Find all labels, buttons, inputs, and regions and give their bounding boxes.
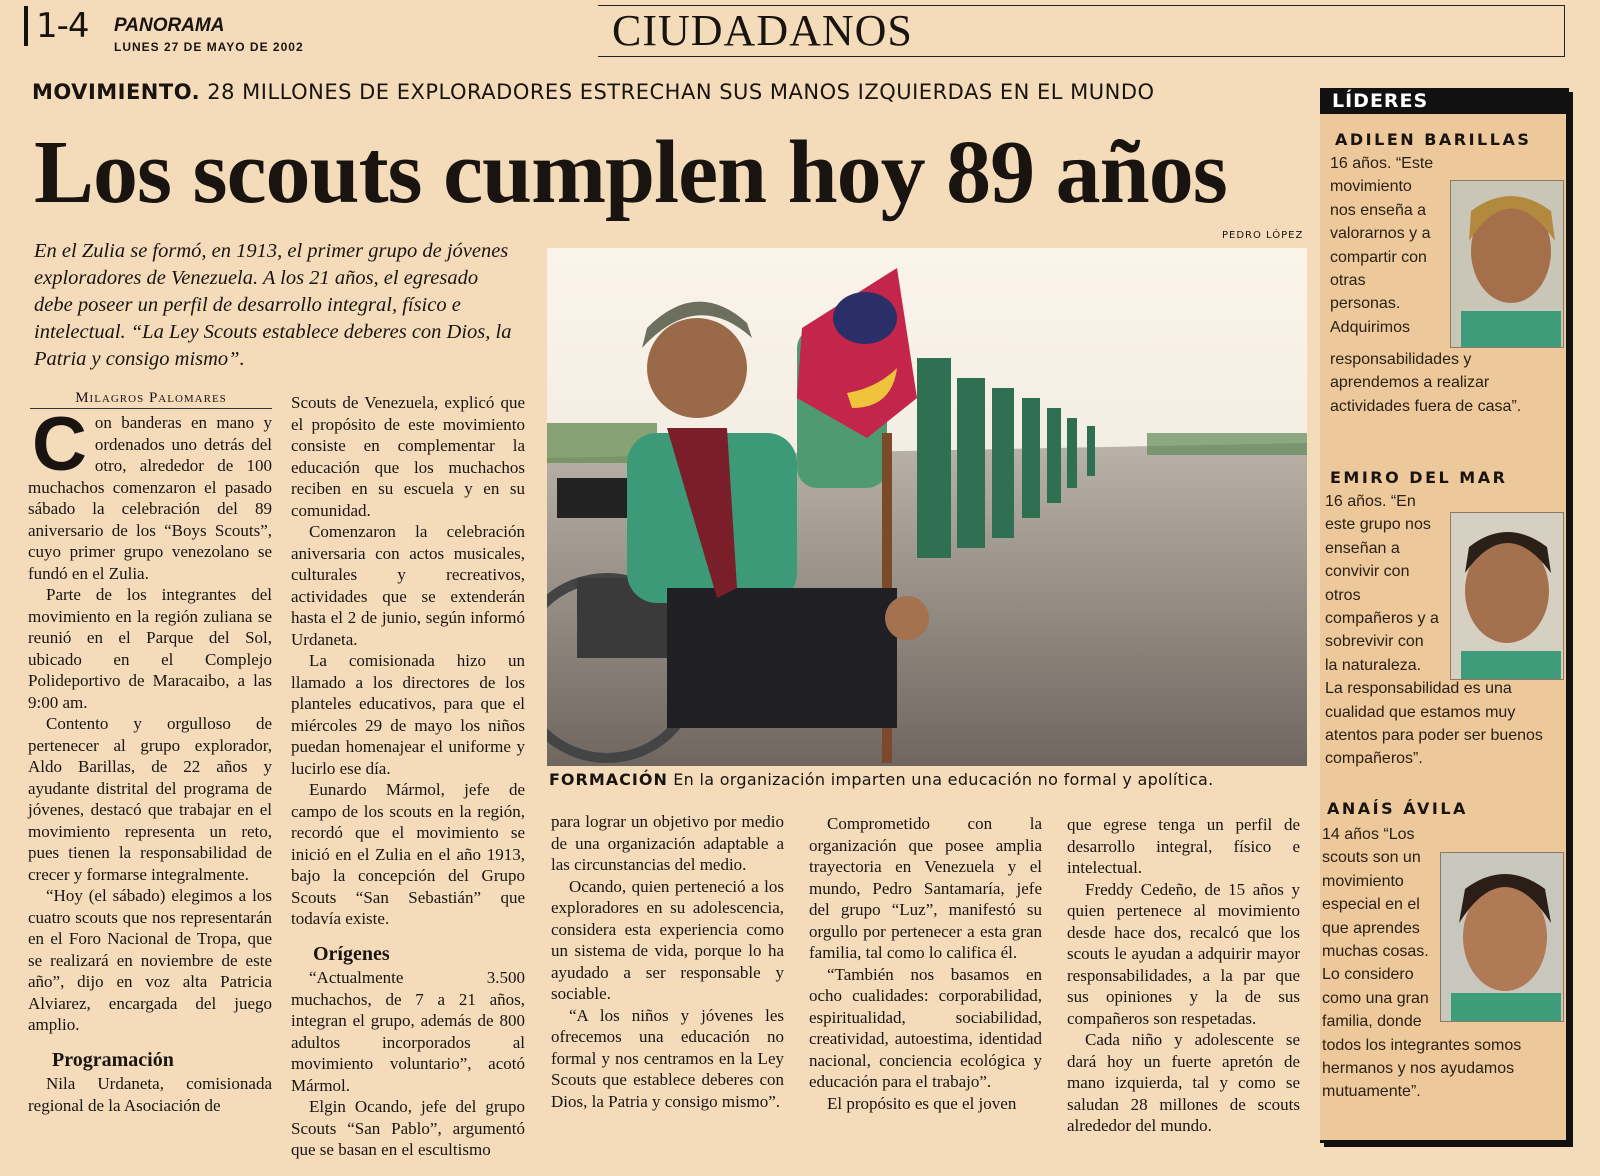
leader-quote: [1325, 490, 1560, 771]
main-photo: [547, 248, 1307, 766]
subhead-origenes: Orígenes: [313, 942, 390, 965]
paragraph: Comenzaron la celebración aniversaria con actos musicales, culturales y recreativos, actividades que se extenderán hasta el 2 de junio, según informó Urdaneta.: [291, 522, 525, 649]
headline: Los scouts cumplen hoy 89 años: [34, 123, 1227, 222]
article-column-1: [28, 402, 272, 1116]
kicker-label: MOVIMIENTO.: [32, 80, 201, 104]
article-column-5: [1067, 814, 1300, 1137]
drop-cap: C: [32, 402, 87, 487]
leader-name: ADILEN BARILLAS: [1335, 130, 1532, 149]
paragraph: “A los niños y jóvenes les ofrecemos una educación no formal y nos centramos en la Ley Scouts que establece deberes con Dios, la Patria y consigo mismo”.: [551, 1005, 784, 1111]
deck: En el Zulia se formó, en 1913, el primer grupo de jóvenes exploradores de Venezuela. A los 21 años, el egresado debe poseer un perfil de desarrollo integral, físico e intelectual. “La Ley Scouts establece deberes con Dios, la Patria y consigo mismo”.: [34, 240, 512, 370]
photo-credit: PEDRO LÓPEZ: [1222, 230, 1304, 241]
paragraph: Elgin Ocando, jefe del grupo Scouts “San Pablo”, argumentó que se basan en el escultismo: [291, 1097, 525, 1159]
scouts-formation-image: [547, 248, 1307, 766]
kicker: [32, 78, 1155, 106]
paragraph: on banderas en mano y ordenados uno detrás del otro, alrededor de 100 muchachos comenzaron el pasado sábado la celebración del 89 aniversario de los “Boys Scouts”, cuyo primer grupo venezolano se fundó en el Zulia.: [28, 413, 272, 583]
leader-quote: [1322, 823, 1562, 1104]
caption-text: En la organización imparten una educación no formal y apolítica.: [667, 770, 1214, 789]
newspaper-name: PANORAMA: [114, 15, 225, 36]
article-column-3: [551, 811, 784, 1112]
page-number: 1-4: [24, 6, 89, 46]
publication-date: LUNES 27 DE MAYO DE 2002: [114, 40, 304, 54]
photo-caption: [549, 770, 1214, 789]
leader-quote-text: 16 años. “Este movimiento nos enseña a valorarnos y a compartir con otras personas. Adquirimos responsabilidades y aprendemos a realizar actividades fuera de casa”.: [1330, 155, 1522, 415]
article-column-4: [809, 813, 1042, 1114]
paragraph: Eunardo Mármol, jefe de campo de los scouts en la región, recordó que el movimiento se inició en el Zulia en el año 1913, bajo la concepción del Grupo Scouts “San Sebastián” que todavía existe.: [291, 780, 525, 928]
leader-quote-text: 16 años. “En este grupo nos enseñan a convivir con otros compañeros y a sobrevivir con la naturaleza. La responsabilidad es una cualidad que estamos muy atentos para poder ser buenos compañeros”.: [1325, 493, 1543, 768]
byline: Milagros Palomares: [30, 388, 272, 409]
leader-name: ANAÍS ÁVILA: [1327, 799, 1468, 818]
paragraph: Comprometido con la organización que posee amplia trayectoria en Venezuela y el mundo, Pedro Santamaría, jefe del grupo “Luz”, manifestó su orgullo por pertenecer a esta gran familia, tal como lo califica él.: [809, 814, 1042, 962]
paragraph: Cada niño y adolescente se dará hoy un fuerte apretón de mano izquierda, tal y como se saludan 28 millones de scouts alrededor del mundo.: [1067, 1030, 1300, 1135]
paragraph: El propósito es que el joven: [827, 1093, 1017, 1113]
article-column-2: [291, 392, 525, 1161]
paragraph: Freddy Cedeño, de 15 años y quien pertenece al movimiento desde hace dos, recalcó que los scouts le ayudan a adquirir mayor responsabilidades, a la par que sus opiniones y la de sus compañeros son respetadas.: [1067, 879, 1300, 1028]
section-title: CIUDADANOS: [612, 6, 913, 55]
leader-name: EMIRO DEL MAR: [1330, 468, 1508, 487]
paragraph: La comisionada hizo un llamado a los directores de los planteles educativos, para que el miércoles 29 de mayo los niños puedan homenajear el uniforme y lucirlo ese día.: [291, 651, 525, 778]
leader-quote: [1330, 152, 1560, 418]
paragraph: “Actualmente 3.500 muchachos, de 7 a 21 años, integran el grupo, además de 800 adultos incorporados al movimiento voluntario”, acotó Mármol.: [291, 968, 525, 1095]
paragraph: Nila Urdaneta, comisionada regional de la Asociación de: [28, 1074, 272, 1115]
paragraph: Scouts de Venezuela, explicó que el propósito de este movimiento consiste en complementar la educación que los muchachos reciben en su escuela y en su comunidad.: [291, 393, 525, 520]
kicker-text: 28 MILLONES DE EXPLORADORES ESTRECHAN SUS MANOS IZQUIERDAS EN EL MUNDO: [200, 80, 1155, 104]
paragraph: Ocando, quien perteneció a los exploradores en su adolescencia, considera esta experiencia como un sistema de vida, porque lo ha ayudado a ser responsable y sociable.: [551, 876, 784, 1003]
caption-label: FORMACIÓN: [549, 770, 668, 789]
paragraph: “Hoy (el sábado) elegimos a los cuatro scouts que nos representarán en el Foro Nacional de Tropa, que se realizará en noviembre de este año”, dijo en voz alta Patricia Alviarez, encargada del juego amplio.: [28, 886, 272, 1034]
subhead-programacion: Programación: [52, 1048, 174, 1071]
paragraph: “También nos basamos en ocho cualidades: corporabilidad, espiritualidad, sociabilidad, creatividad, autoestima, identidad nacional, conciencia ecológica y educación para el trabajo”.: [809, 964, 1042, 1091]
paragraph: Parte de los integrantes del movimiento en la región zuliana se reunió en el Parque del Sol, ubicado en el Complejo Polideportivo de Maracaibo, a las 9:00 am.: [28, 585, 272, 712]
paragraph: para lograr un objetivo por medio de una organización adaptable a las circunstancias del medio.: [551, 812, 784, 874]
paragraph: que egrese tenga un perfil de desarrollo integral, físico e intelectual.: [1067, 815, 1300, 877]
leader-quote-text: 14 años “Los scouts son un movimiento especial en el que aprendes muchas cosas. Lo considero como una gran familia, donde todos los integrantes somos hermanos y nos ayudamos mutuamente”.: [1322, 826, 1522, 1101]
sidebar-title: LÍDERES: [1320, 88, 1569, 114]
paragraph: Contento y orgulloso de pertenecer al grupo explorador, Aldo Barillas, de 22 años y ayudante distrital del programa de jóvenes, destacó que trabajar en el movimiento representa un reto, pues tienen la responsabilidad de crecer y formarse integralmente.: [28, 714, 272, 884]
